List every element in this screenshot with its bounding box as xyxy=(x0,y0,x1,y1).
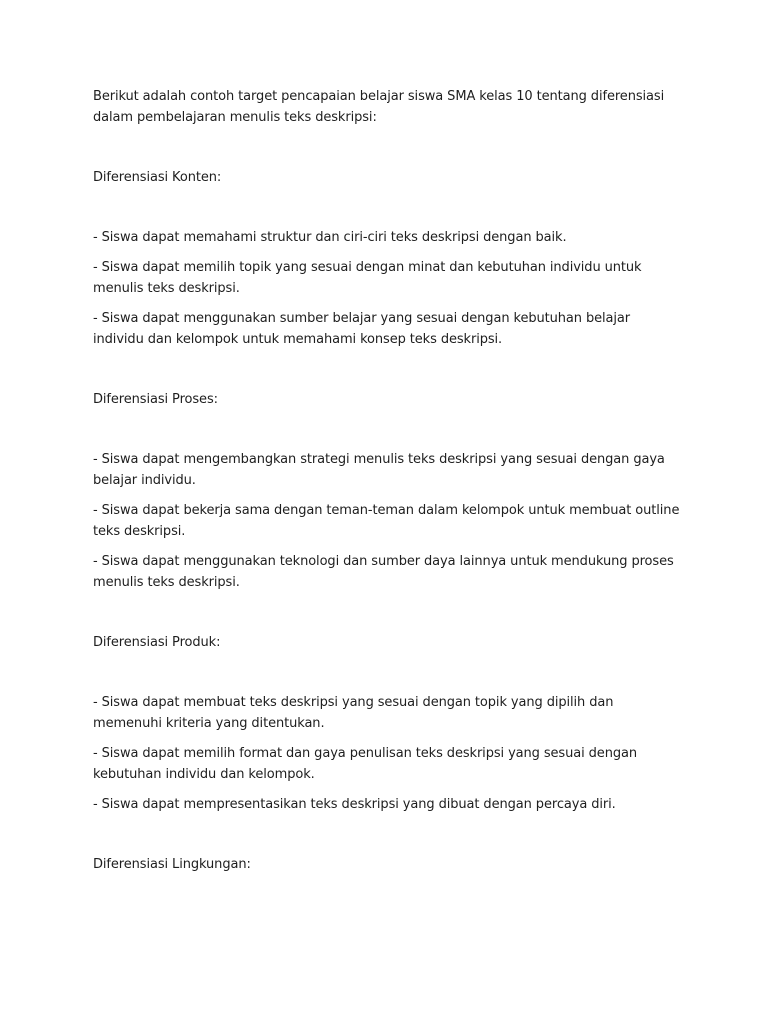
section-heading-proses: Diferensiasi Proses: xyxy=(93,392,218,407)
bullet-item: - Siswa dapat mempresentasikan teks deskripsi yang dibuat dengan percaya diri. xyxy=(93,797,616,812)
bullet-item: - Siswa dapat membuat teks deskripsi yang sesuai dengan topik yang dipilih dan memenuhi kriteria yang ditentukan. xyxy=(93,695,614,731)
intro-paragraph: Berikut adalah contoh target pencapaian belajar siswa SMA kelas 10 tentang diferensiasi dalam pembelajaran menulis teks deskripsi: xyxy=(93,89,665,125)
bullet-item: - Siswa dapat bekerja sama dengan teman-teman dalam kelompok untuk membuat outline teks deskripsi. xyxy=(93,503,680,539)
bullet-item: - Siswa dapat memahami struktur dan ciri-ciri teks deskripsi dengan baik. xyxy=(93,230,567,245)
section-heading-produk: Diferensiasi Produk: xyxy=(93,635,221,650)
bullet-item: - Siswa dapat mengembangkan strategi menulis teks deskripsi yang sesuai dengan gaya belajar individu. xyxy=(93,452,665,488)
document-body xyxy=(93,86,683,914)
bullet-item: - Siswa dapat memilih topik yang sesuai dengan minat dan kebutuhan individu untuk menulis teks deskripsi. xyxy=(93,260,642,296)
section-heading-lingkungan: Diferensiasi Lingkungan: xyxy=(93,857,251,872)
section-heading-konten: Diferensiasi Konten: xyxy=(93,170,222,185)
bullet-item: - Siswa dapat memilih format dan gaya penulisan teks deskripsi yang sesuai dengan kebutuhan individu dan kelompok. xyxy=(93,746,637,782)
bullet-item: - Siswa dapat menggunakan teknologi dan sumber daya lainnya untuk mendukung proses menulis teks deskripsi. xyxy=(93,554,674,590)
bullet-item: - Siswa dapat menggunakan sumber belajar yang sesuai dengan kebutuhan belajar individu dan kelompok untuk memahami konsep teks deskripsi. xyxy=(93,311,631,347)
